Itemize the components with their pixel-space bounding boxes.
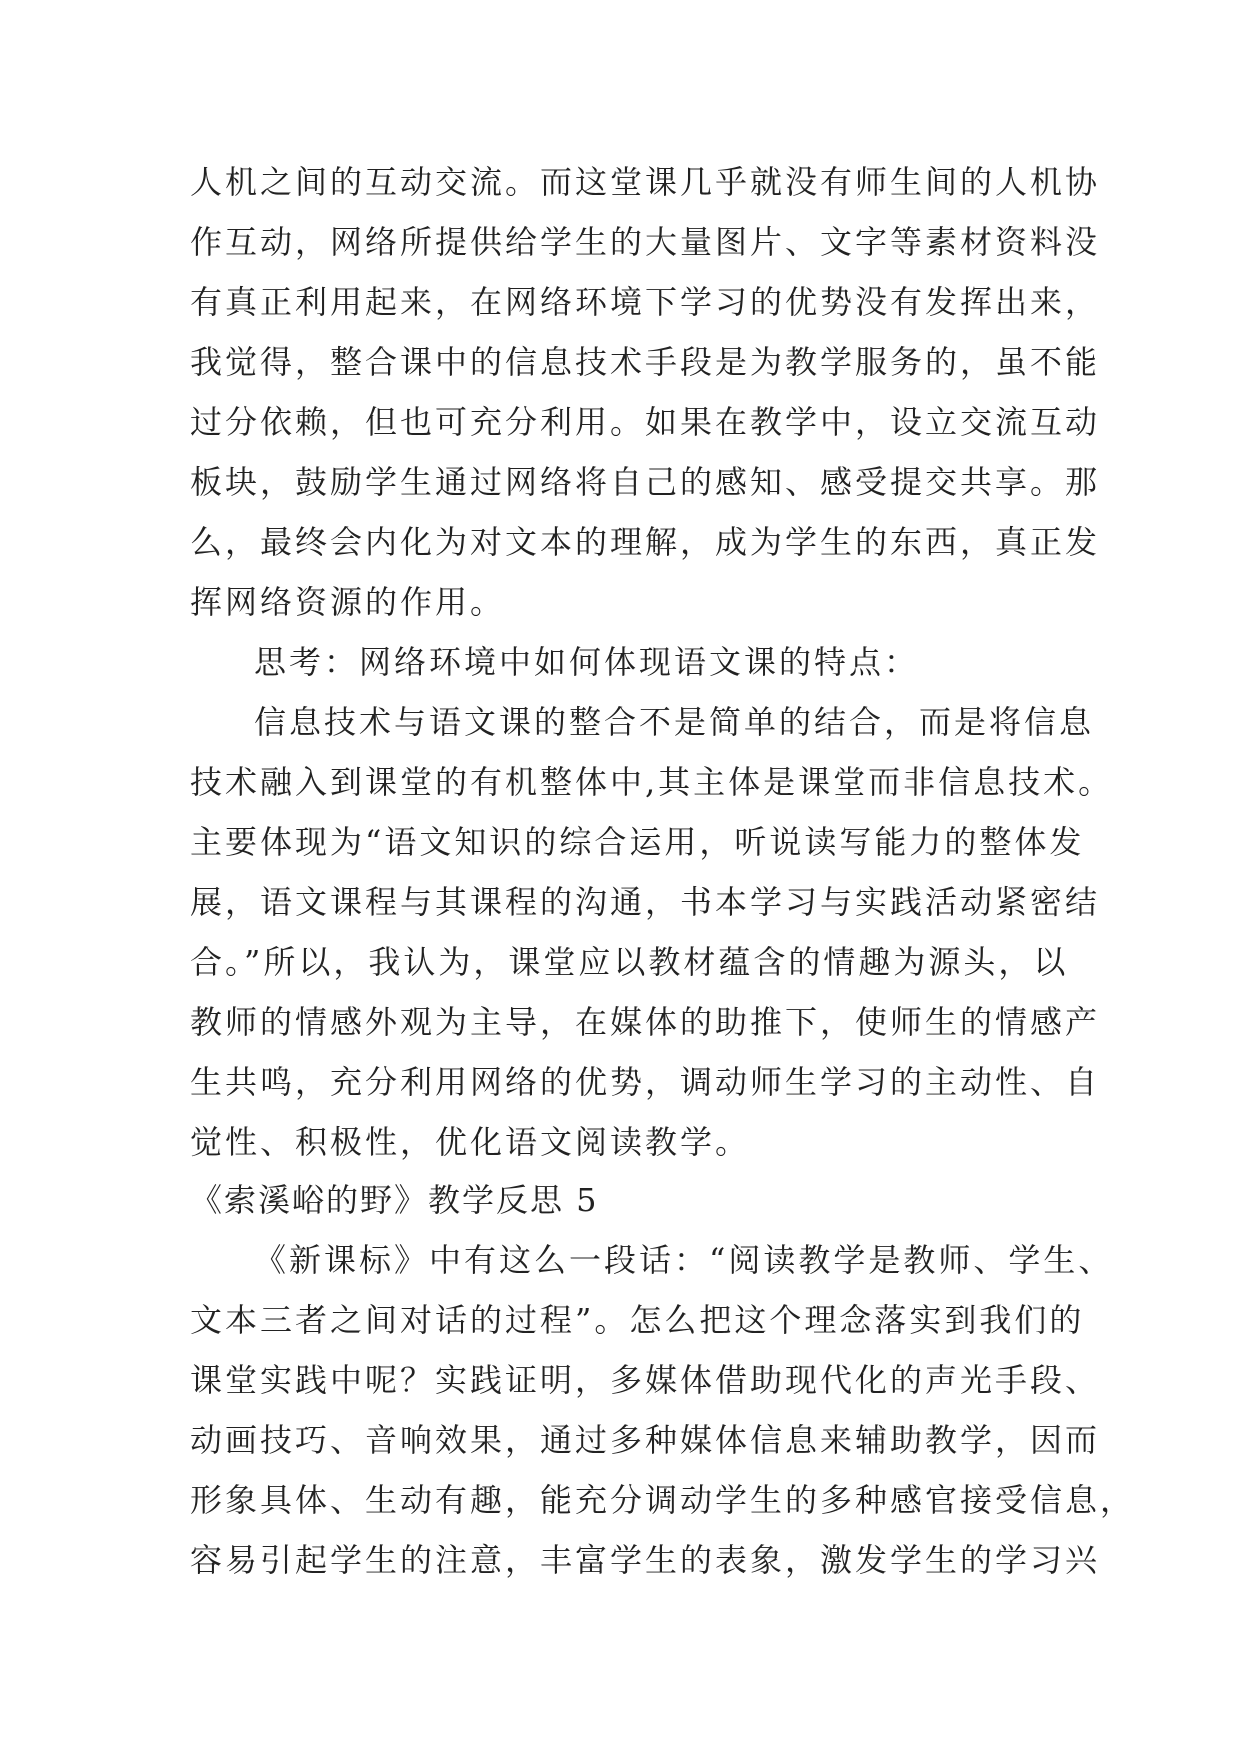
paragraph-line: 教师的情感外观为主导，在媒体的助推下，使师生的情感产 — [190, 1003, 1101, 1041]
paragraph-line: 么，最终会内化为对文本的理解，成为学生的东西，真正发 — [190, 523, 1101, 561]
paragraph-line: 容易引起学生的注意，丰富学生的表象，激发学生的学习兴 — [190, 1541, 1101, 1579]
paragraph-line: 生共鸣，充分利用网络的优势，调动师生学习的主动性、自 — [190, 1063, 1101, 1101]
paragraph-line: 展，语文课程与其课程的沟通，书本学习与实践活动紧密结 — [190, 883, 1101, 921]
section-subheading: 思考：网络环境中如何体现语文课的特点： — [254, 643, 920, 681]
paragraph-line: 我觉得，整合课中的信息技术手段是为教学服务的，虽不能 — [190, 343, 1101, 381]
paragraph-line: 《新课标》中有这么一段话：“阅读教学是教师、学生、 — [254, 1241, 1114, 1279]
paragraph-line: 板块，鼓励学生通过网络将自己的感知、感受提交共享。那 — [190, 463, 1101, 501]
paragraph-line: 合。”所以，我认为，课堂应以教材蕴含的情趣为源头，以 — [190, 943, 1069, 981]
paragraph-line: 觉性、积极性，优化语文阅读教学。 — [190, 1123, 751, 1161]
paragraph-line: 信息技术与语文课的整合不是简单的结合，而是将信息 — [254, 703, 1095, 741]
paragraph-line: 人机之间的互动交流。而这堂课几乎就没有师生间的人机协 — [190, 163, 1101, 201]
section-heading: 《索溪峪的野》教学反思 5 — [190, 1181, 599, 1219]
paragraph-line: 作互动，网络所提供给学生的大量图片、文字等素材资料没 — [190, 223, 1101, 261]
paragraph-line: 挥网络资源的作用。 — [190, 583, 506, 621]
paragraph-line: 动画技巧、音响效果，通过多种媒体信息来辅助教学，因而 — [190, 1421, 1101, 1459]
paragraph-line: 技术融入到课堂的有机整体中,其主体是课堂而非信息技术。 — [190, 763, 1114, 801]
paragraph-line: 课堂实践中呢？实践证明，多媒体借助现代化的声光手段、 — [190, 1361, 1101, 1399]
paragraph-line: 有真正利用起来，在网络环境下学习的优势没有发挥出来， — [190, 283, 1101, 321]
paragraph-line: 文本三者之间对话的过程”。怎么把这个理念落实到我们的 — [190, 1301, 1085, 1339]
paragraph-line: 过分依赖，但也可充分利用。如果在教学中，设立交流互动 — [190, 403, 1101, 441]
paragraph-line: 形象具体、生动有趣，能充分调动学生的多种感官接受信息， — [190, 1481, 1136, 1519]
paragraph-line: 主要体现为“语文知识的综合运用，听说读写能力的整体发 — [190, 823, 1085, 861]
